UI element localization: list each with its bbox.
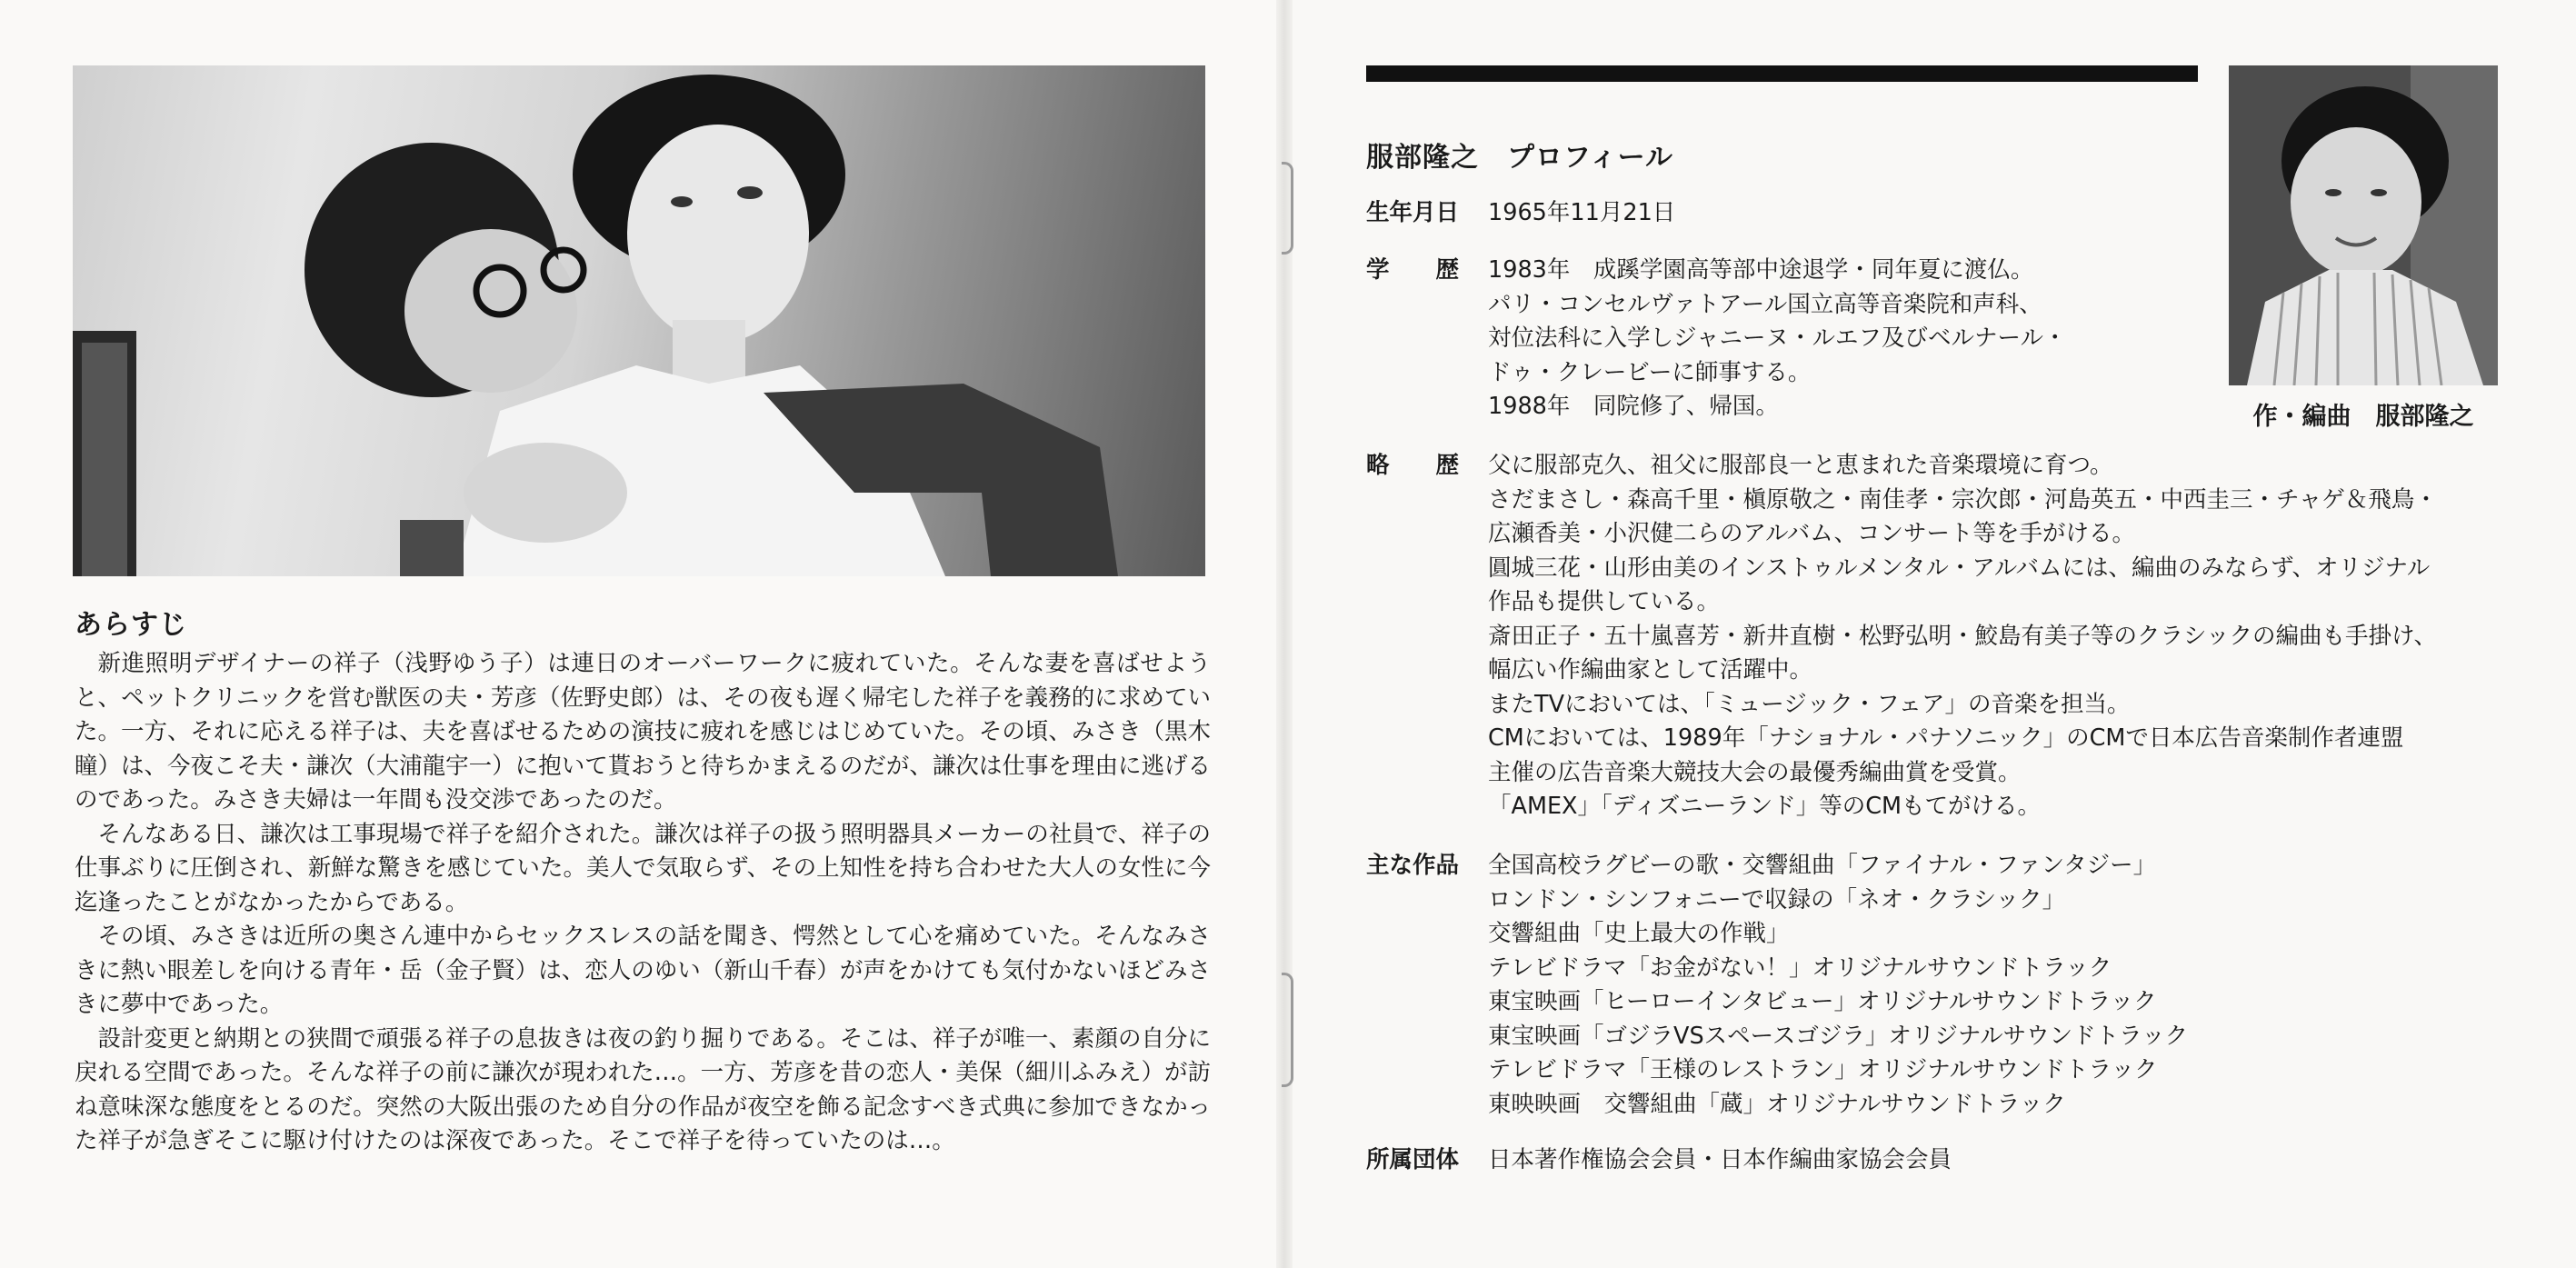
row-body	[1488, 254, 2506, 424]
profile-row-works	[1366, 849, 2506, 1122]
row-label: 略 歴	[1366, 452, 1460, 479]
row-line: 日本著作権協会会員・日本作編曲家協会会員	[1488, 1146, 1952, 1173]
row-label: 主な作品	[1366, 852, 1460, 879]
row-line: CMにおいては、1989年「ナショナル・パナソニック」のCMで日本広告音楽制作者連盟	[1488, 724, 2404, 752]
staple	[1282, 162, 1293, 255]
row-line: 東映映画 交響組曲「蔵」オリジナルサウンドトラック	[1488, 1090, 2066, 1118]
row-line: さだまさし・森高千里・槇原敬之・南佳孝・宗次郎・河島英五・中西圭三・チャゲ＆飛鳥・	[1488, 485, 2438, 514]
row-line: 父に服部克久、祖父に服部良一と恵まれた音楽環境に育つ。	[1488, 452, 2113, 479]
row-line: 1965年11月21日	[1488, 199, 1676, 226]
row-line: 1988年 同院修了、帰国。	[1488, 393, 1779, 420]
synopsis-paragraph: そんなある日、謙次は工事現場で祥子を紹介された。謙次は祥子の扱う照明器具メーカーの社員で、祥子の仕事ぶりに圧倒され、新鮮な驚きを感じていた。美人で気取らず、その上知性を持ち合わせた大人の女性に今迄逢ったことがなかったからである。	[75, 820, 1211, 916]
row-line: 主催の広告音楽大競技大会の最優秀編曲賞を受賞。	[1488, 758, 2022, 786]
synopsis-text	[75, 647, 1211, 1159]
row-line: 全国高校ラグビーの歌・交響組曲「ファイナル・ファンタジー」	[1488, 852, 2157, 879]
row-line: 交響組曲「史上最大の作戦」	[1488, 920, 1790, 947]
profile-row-membership	[1366, 1143, 2506, 1178]
film-still-photo	[73, 65, 1205, 576]
row-line: 対位法科に入学しジャニーヌ・ルエフ及びベルナール・	[1488, 324, 2067, 352]
row-body	[1488, 196, 2506, 231]
row-body	[1488, 449, 2506, 824]
row-line: 東宝映画「ゴジラVSスペースゴジラ」オリジナルサウンドトラック	[1488, 1022, 2189, 1050]
synopsis-title: あらすじ	[75, 609, 187, 641]
row-line: 圓城三花・山形由美のインストゥルメンタル・アルバムには、編曲のみならず、オリジナル	[1488, 554, 2431, 582]
row-line: 作品も提供している。	[1488, 588, 1721, 615]
row-line: 「AMEX」「ディズニーランド」等のCMもてがける。	[1488, 793, 2042, 820]
profile-row-birth	[1366, 196, 2506, 231]
row-line: またTVにおいては、「ミュージック・フェア」の音楽を担当。	[1488, 690, 2131, 718]
row-line: 幅広い作編曲家として活躍中。	[1488, 656, 1813, 684]
synopsis-paragraph: 設計変更と納期との狭間で頑張る祥子の息抜きは夜の釣り掘りである。そこは、祥子が唯一、素顔の自分に戻れる空間であった。そんな祥子の前に謙次が現われた…。一方、芳彦を昔の恋人・美保（細川ふみえ）が訪ね意味深な態度をとるのだ。突然の大阪出張のため自分の作品が夜空を飾る記念すべき式典に参加できなかった祥子が急ぎそこに駆け付けたのは深夜であった。そこで祥子を待っていたのは…。	[75, 1024, 1211, 1154]
row-line: 広瀬香美・小沢健二らのアルバム、コンサート等を手がける。	[1488, 520, 2135, 547]
row-line: 東宝映画「ヒーローインタビュー」オリジナルサウンドトラック	[1488, 988, 2157, 1015]
staple	[1282, 973, 1293, 1087]
synopsis-paragraph: 新進照明デザイナーの祥子（浅野ゆう子）は連日のオーバーワークに疲れていた。そんな妻を喜ばせようと、ペットクリニックを営む獣医の夫・芳彦（佐野史郎）は、その夜も遅く帰宅した祥子を義務的に求めていた。一方、それに応える祥子は、夫を喜ばせるための演技に疲れを感じはじめていた。その頃、みさき（黒木瞳）は、今夜こそ夫・謙次（大浦龍宇一）に抱いて貰おうと待ちかまえるのだが、謙次は仕事を理由に逃げるのであった。みさき夫婦は一年間も没交渉であったのだ。	[75, 650, 1211, 814]
row-body	[1488, 849, 2506, 1122]
row-line: ドゥ・クレービーに師事する。	[1488, 358, 1812, 386]
row-line: 斎田正子・五十嵐喜芳・新井直樹・松野弘明・鮫島有美子等のクラシックの編曲も手掛け、	[1488, 622, 2437, 650]
row-line: テレビドラマ「お金がない！」オリジナルサウンドトラック	[1488, 953, 2112, 982]
row-line: パリ・コンセルヴァトアール国立高等音楽院和声科、	[1488, 290, 2042, 318]
profile-title: 服部隆之 プロフィール	[1366, 142, 1673, 174]
row-line: ロンドン・シンフォニーで収録の「ネオ・クラシック」	[1488, 885, 2066, 914]
row-line: 1983年 成蹊学園高等部中途退学・同年夏に渡仏。	[1488, 256, 2034, 284]
row-body	[1488, 1143, 2506, 1178]
row-label: 生年月日	[1366, 199, 1460, 226]
profile-row-career	[1366, 449, 2506, 824]
row-label: 学 歴	[1366, 256, 1460, 284]
synopsis-paragraph: その頃、みさきは近所の奥さん連中からセックスレスの話を聞き、愕然として心を痛めていた。そんなみさきに熱い眼差しを向ける青年・岳（金子賢）は、恋人のゆい（新山千春）が声をかけても気付かないほどみさきに夢中であった。	[75, 923, 1211, 1018]
row-line: テレビドラマ「王様のレストラン」オリジナルサウンドトラック	[1488, 1056, 2158, 1083]
portrait-caption: 作・編曲 服部隆之	[2252, 403, 2474, 431]
header-rule	[1366, 65, 2198, 82]
profile-row-education	[1366, 254, 2506, 424]
row-label: 所属団体	[1366, 1146, 1460, 1173]
